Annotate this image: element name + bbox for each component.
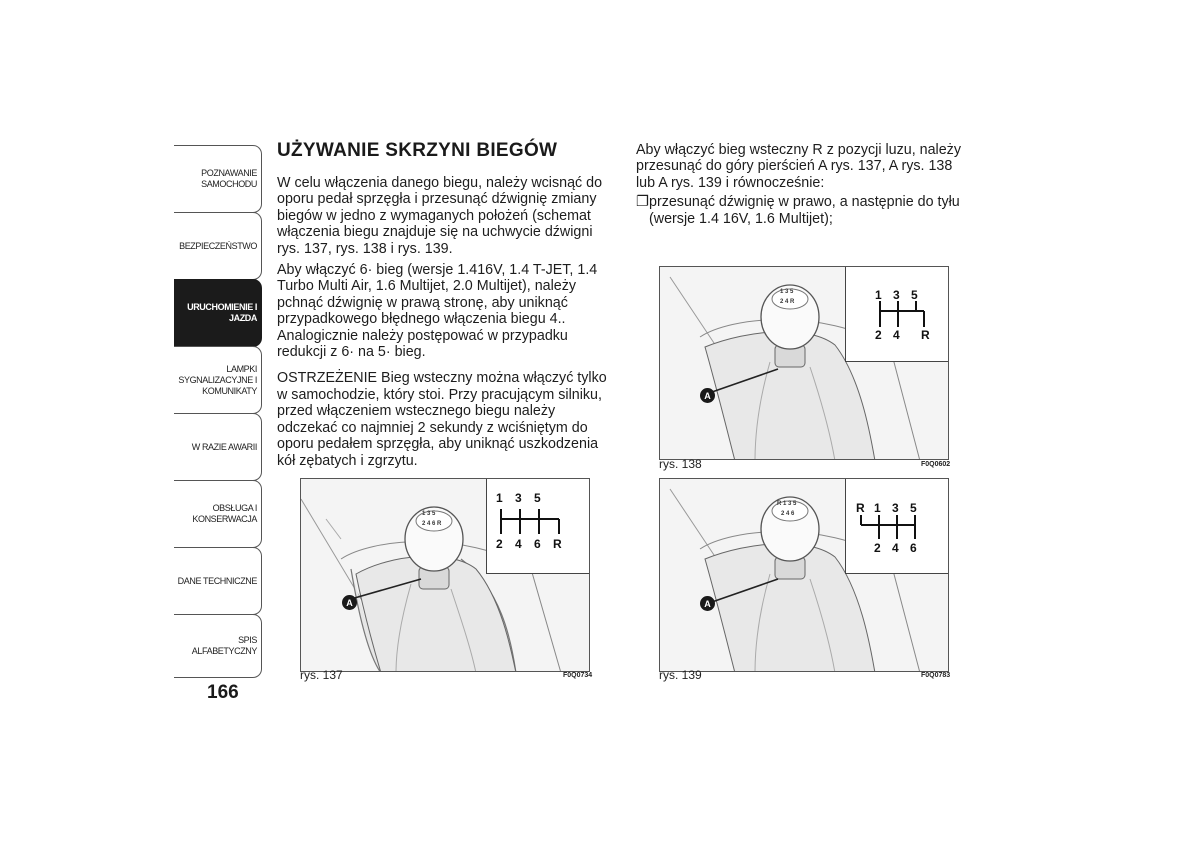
gear-label: 2 <box>874 541 881 555</box>
figure-138-code: F0Q0602 <box>921 461 951 468</box>
gear-label: 6 <box>910 541 917 555</box>
callout-a-icon: A <box>342 595 357 610</box>
checkbox-bullet-icon: ❐ <box>636 194 649 211</box>
sidebar-tab-label: SPIS ALFABETYCZNY <box>191 635 257 656</box>
bullet-text: przesunąć dźwignię w prawo, a następnie do tyłu (wersje 1.4 16V, 1.6 Multijet); <box>649 194 960 227</box>
left-text-column <box>277 175 617 474</box>
gear-label: 1 <box>874 501 881 515</box>
gear-label: 6 <box>534 537 541 551</box>
section-title: UŻYWANIE SKRZYNI BIEGÓW <box>277 140 558 161</box>
knob-pattern-top: 1 3 5 <box>422 511 436 517</box>
figure-138-caption: rys. 138 <box>659 457 702 471</box>
knob-pattern-top: R 1 3 5 <box>777 501 797 507</box>
right-text-column <box>636 142 966 227</box>
sidebar-tab-spis-alfabetyczny[interactable] <box>174 614 262 678</box>
gear-label: 3 <box>892 501 899 515</box>
sidebar-tab-label: W RAZIE AWARII <box>191 441 257 452</box>
gear-label: R <box>856 501 865 515</box>
gear-label: R <box>921 328 930 342</box>
gear-label: 4 <box>892 541 899 555</box>
gear-label: 3 <box>893 288 900 302</box>
gear-label: 1 <box>496 491 503 505</box>
sidebar-tab-label: BEZPIECZEŃSTWO <box>179 240 257 251</box>
gear-label: 2 <box>875 328 882 342</box>
callout-a-icon: A <box>700 388 715 403</box>
figure-139 <box>659 478 949 672</box>
figure-137-code: F0Q0734 <box>563 672 593 679</box>
page-number: 166 <box>207 682 239 703</box>
gear-pattern-diagram <box>845 479 949 574</box>
paragraph-gear-engagement: W celu włączenia danego biegu, należy wcisnąć do oporu pedał sprzęgła i przesunąć dźwignię zmiany biegów w jedno z wymaganych położeń (schemat włączenia biegu znajduje się na uchwycie dźwigni rys. 137, rys. 138 i rys. 139. <box>277 175 603 257</box>
gear-label: 1 <box>875 288 882 302</box>
gear-label: R <box>553 537 562 551</box>
sidebar-tab-bezpieczenstwo[interactable] <box>174 212 262 280</box>
gear-label: 5 <box>910 501 917 515</box>
sidebar-tab-label: LAMPKI SYGNALIZACYJNE I KOMUNIKATY <box>178 363 257 396</box>
gear-pattern-diagram <box>845 267 949 362</box>
sidebar-tab-uruchomienie-i-jazda[interactable] <box>174 279 262 347</box>
paragraph-warning: OSTRZEŻENIE Bieg wsteczny można włączyć tylko w samochodzie, który stoi. Przy pracującym silniku, przed włączeniem wstecznego biegu należy odczekać co najmniej 2 sekundy z wciśniętym do oporu pedałem sprzęgła, aby uniknąć uszkodzenia kół zębatych i zgrzytu. <box>277 370 607 469</box>
figure-137 <box>300 478 590 672</box>
callout-a-icon: A <box>700 596 715 611</box>
gear-pattern-diagram <box>486 479 590 574</box>
gear-label: 4 <box>893 328 900 342</box>
sidebar-tab-lampki-sygnalizacyjne[interactable] <box>174 346 262 414</box>
gear-label: 5 <box>911 288 918 302</box>
knob-pattern-bottom: 2 4 R <box>780 299 795 305</box>
sidebar-tab-label: URUCHOMIENIE I JAZDA <box>187 302 257 323</box>
paragraph-sixth-gear: Aby włączyć 6· bieg (wersje 1.416V, 1.4 T-JET, 1.4 Turbo Multi Air, 1.6 Multijet, 2.0 Multijet), należy pchnąć dźwignię w prawą stronę, aby uniknąć przypadkowego błędnego włączenia biegu 4.. Analogicznie należy postępować w przypadku redukcji z 6· na 5· bieg. <box>277 262 598 361</box>
sidebar-tab-poznawanie-samochodu[interactable] <box>174 145 262 213</box>
bullet-item <box>636 194 966 227</box>
sidebar-tab-label: OBSŁUGA I KONSERWACJA <box>192 503 257 524</box>
figure-139-caption: rys. 139 <box>659 668 702 682</box>
knob-pattern-bottom: 2 4 6 <box>781 511 795 517</box>
figure-137-caption: rys. 137 <box>300 668 343 682</box>
gear-label: 4 <box>515 537 522 551</box>
gear-label: 3 <box>515 491 522 505</box>
figure-139-code: F0Q0783 <box>921 672 951 679</box>
knob-pattern-top: 1 3 5 <box>780 289 794 295</box>
knob-pattern-bottom: 2 4 6 R <box>422 521 442 527</box>
sidebar-tab-w-razie-awarii[interactable] <box>174 413 262 481</box>
sidebar-tab-label: POZNAWANIE SAMOCHODU <box>201 168 257 189</box>
figure-138 <box>659 266 949 460</box>
gear-label: 5 <box>534 491 541 505</box>
sidebar-tab-label: DANE TECHNICZNE <box>177 575 257 586</box>
paragraph-reverse-gear: Aby włączyć bieg wsteczny R z pozycji luzu, należy przesunąć do góry pierścień A rys. 137, A rys. 138 lub A rys. 139 i równocześnie: <box>636 142 961 191</box>
sidebar-tab-dane-techniczne[interactable] <box>174 547 262 615</box>
gear-label: 2 <box>496 537 503 551</box>
sidebar-tab-obsluga-i-konserwacja[interactable] <box>174 480 262 548</box>
